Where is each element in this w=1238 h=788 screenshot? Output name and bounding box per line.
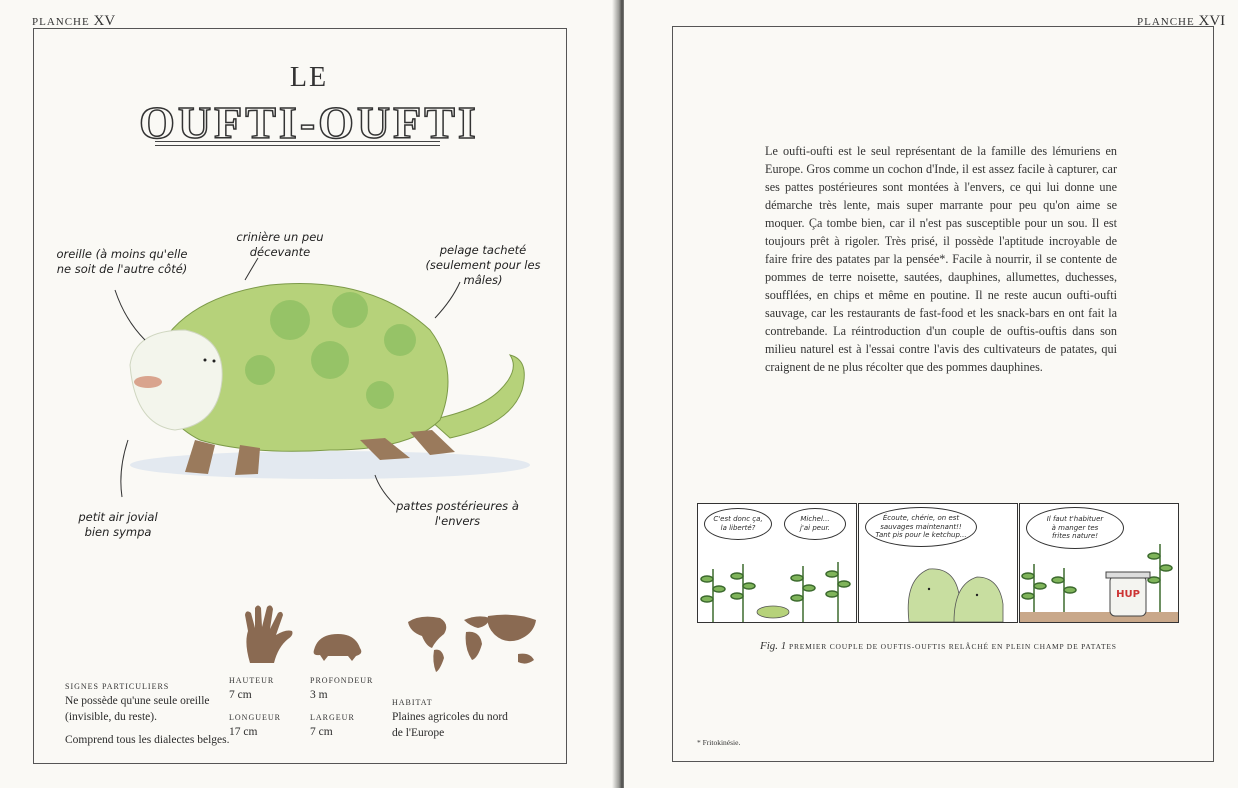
width-label: LARGEUR xyxy=(310,713,355,722)
length-block xyxy=(229,712,281,740)
caption-text: PREMIER COUPLE DE OUFTIS-OUFTIS RELÂCHÉ EN PLEIN CHAMP DE PATATES xyxy=(788,642,1117,651)
width-value: 7 cm xyxy=(310,725,333,738)
title-le: LE xyxy=(289,62,329,93)
description-paragraph: Le oufti-oufti est le seul représentant de la famille des lémuriens en Europe. Gros comme un cochon d'Inde, il est assez facile à capturer, car ses pattes postérieures sont montées à l'envers, ce qui lui donne une démarche très lente, mais super marrante pour peu qu'on aime se moquer. Ça tombe bien, car il n'est pas susceptible pour un sou. Il est toujours prêt à rigoler. Très prisé, il possède l'aptitude incroyable de faire frire des patates par la pensée*. Facile à nourrir, il se contente de pommes de terre noisette, sautées, dauphines, allumettes, duchesses, soufflées, en chips et même en poutine. Il ne reste aucun oufti-oufti sauvage, car les restaurants de fast-food et les snack-bars en ont fait la contrebande. La réintroduction d'un couple de ouftis-ouftis dans son milieu naturel est à l'essai contre l'avis des cultivateurs de patates, qui craignent de ne plus récolter que des pommes dauphines. xyxy=(765,144,1117,374)
potato-plants-icon xyxy=(698,554,856,622)
speech-bubble: C'est donc ça, la liberté? xyxy=(704,508,772,540)
length-value: 17 cm xyxy=(229,725,258,738)
caption-fig: Fig. 1 xyxy=(760,640,787,652)
comic-panel-3 xyxy=(1019,503,1179,623)
length-label: LONGUEUR xyxy=(229,713,281,722)
plate-number: XVI xyxy=(1198,13,1226,29)
footnote: * Fritokinésie. xyxy=(697,738,741,747)
world-map-icon xyxy=(400,610,545,675)
habitat-line: de l'Europe xyxy=(392,727,445,740)
height-label: HAUTEUR xyxy=(229,676,275,685)
habitat-line: Plaines agricoles du nord xyxy=(392,710,508,723)
height-value: 7 cm xyxy=(229,688,252,701)
hand-icon xyxy=(240,603,300,665)
signs-line: Ne possède qu'une seule oreille xyxy=(65,694,210,707)
creature-silhouette-icon xyxy=(310,628,365,663)
plate-label-text: PLANCHE xyxy=(1137,16,1195,28)
plate-label-text: PLANCHE xyxy=(32,16,90,28)
habitat-heading: HABITAT xyxy=(392,698,433,707)
annotation-fur: pelage tacheté (seulement pour les mâles) xyxy=(425,243,541,287)
annotation-ear: oreille (à moins qu'elle ne soit de l'autre côté) xyxy=(56,247,188,276)
comic-panel-1 xyxy=(697,503,857,623)
habitat-block xyxy=(392,697,508,742)
signs-block xyxy=(65,681,229,749)
page-title: OUFTI-OUFTI xyxy=(139,97,479,148)
width-block xyxy=(310,712,355,740)
annotation-face: petit air jovial bien sympa xyxy=(78,510,158,539)
speech-bubble: Il faut t'habituer à manger tes frites nature! xyxy=(1026,507,1124,549)
signs-line: (invisible, du reste). xyxy=(65,711,157,724)
speech-bubble: Écoute, chérie, on est sauvages maintenant!! Tant pis pour le ketchup... xyxy=(865,507,977,547)
annotation-mane: crinière un peu décevante xyxy=(236,230,324,259)
comic-panel-2 xyxy=(858,503,1018,623)
annotation-legs: pattes postérieures à l'envers xyxy=(396,499,519,528)
speech-bubble: Michel... j'ai peur. xyxy=(784,508,846,540)
two-creatures-icon xyxy=(899,549,1009,622)
height-block xyxy=(229,675,274,703)
field-with-jar-icon xyxy=(1020,534,1178,622)
depth-label: PROFONDEUR xyxy=(310,676,374,685)
signs-heading: SIGNES PARTICULIERS xyxy=(65,682,170,691)
depth-value: 3 m xyxy=(310,688,328,701)
figure-caption xyxy=(760,640,1117,652)
jar-label: HUP xyxy=(1116,589,1140,600)
signs-line: Comprend tous les dialectes belges. xyxy=(65,733,230,746)
depth-block xyxy=(310,675,373,703)
plate-number: XV xyxy=(93,13,116,29)
